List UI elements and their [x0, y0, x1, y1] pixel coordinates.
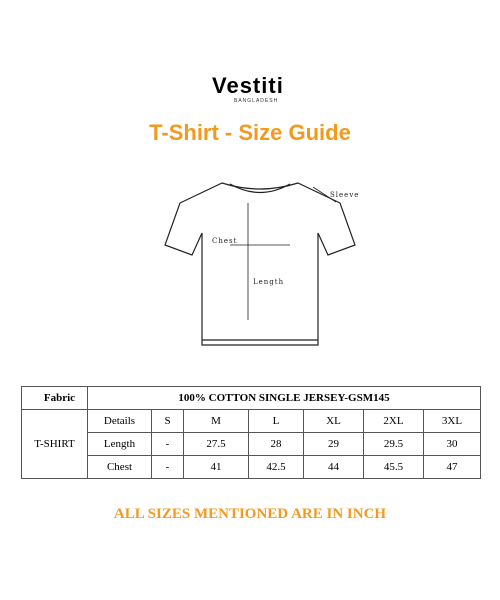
fabric-label: Fabric: [22, 387, 88, 410]
tshirt-collar: [230, 184, 290, 193]
row-label-chest: Chest: [88, 456, 152, 479]
cell-length-3xl: 30: [424, 433, 481, 456]
length-label: Length: [253, 278, 285, 286]
cell-chest-s: -: [152, 456, 184, 479]
cell-length-xl: 29: [304, 433, 364, 456]
cell-length-s: -: [152, 433, 184, 456]
sleeve-label: Sleeve: [330, 191, 360, 199]
header-3xl: 3XL: [424, 410, 481, 433]
tshirt-diagram: [150, 175, 370, 355]
header-l: L: [249, 410, 304, 433]
header-2xl: 2XL: [364, 410, 424, 433]
cell-chest-l: 42.5: [249, 456, 304, 479]
cell-length-m: 27.5: [184, 433, 249, 456]
table-row: [22, 433, 481, 456]
cell-chest-m: 41: [184, 456, 249, 479]
product-label: T-SHIRT: [22, 410, 88, 479]
units-note: ALL SIZES MENTIONED ARE IN INCH: [113, 506, 387, 522]
brand-name: Vestiti: [212, 73, 284, 98]
chest-label: Chest: [212, 237, 238, 245]
cell-chest-3xl: 47: [424, 456, 481, 479]
row-label-length: Length: [88, 433, 152, 456]
fabric-value: 100% COTTON SINGLE JERSEY-GSM145: [88, 387, 481, 410]
cell-length-2xl: 29.5: [364, 433, 424, 456]
size-table: [21, 386, 481, 479]
cell-length-l: 28: [249, 433, 304, 456]
page-title: T-Shirt - Size Guide: [149, 120, 351, 145]
header-m: M: [184, 410, 249, 433]
cell-chest-2xl: 45.5: [364, 456, 424, 479]
fabric-row: [22, 387, 481, 410]
brand-logo: [212, 74, 292, 110]
header-xl: XL: [304, 410, 364, 433]
header-details: Details: [88, 410, 152, 433]
brand-tagline: BANGLADESH: [234, 98, 279, 104]
size-header-row: [22, 410, 481, 433]
table-row: [22, 456, 481, 479]
cell-chest-xl: 44: [304, 456, 364, 479]
header-s: S: [152, 410, 184, 433]
tshirt-outline: [165, 183, 355, 345]
